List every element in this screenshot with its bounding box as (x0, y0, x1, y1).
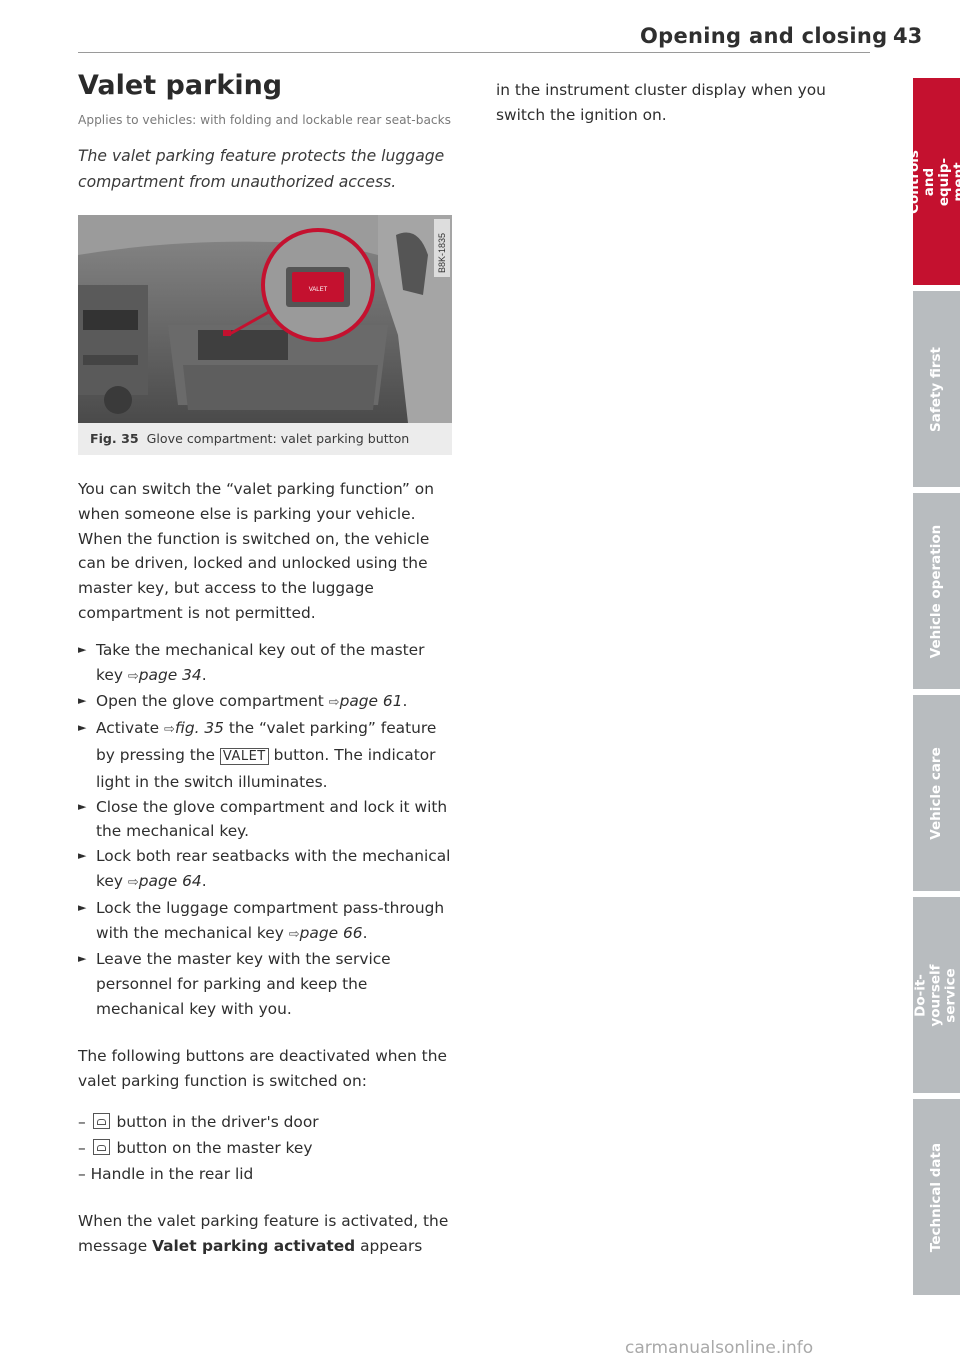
step-item: ► Lock the luggage compartment pass-through with the mechanical key ⇨page 66. (78, 896, 452, 948)
paragraph-1: You can switch the “valet parking function” on when someone else is parking your vehicle. When the function is switched on, the vehicle can be driven, locked and unlocked using the master key, but access to the luggage compartment is not permitted. (78, 480, 434, 622)
page-header-title: Opening and closing (640, 24, 888, 48)
step-bullet-icon: ► (78, 900, 87, 914)
intro-text: The valet parking feature protects the luggage compartment from unauthorized access. (78, 147, 445, 191)
valet-button-label: VALET (308, 287, 328, 293)
trunk-key-icon (93, 1113, 110, 1129)
applies-to-note: Applies to vehicles: with folding and lockable rear seat-backs (78, 113, 452, 127)
step-item: ► Leave the master key with the service personnel for parking and keep the mechanical key with you. (78, 947, 452, 1021)
header-divider (78, 52, 870, 53)
paragraph-2: The following buttons are deactivated when the valet parking function is switched on: (78, 1046, 447, 1090)
figure-reference-link[interactable]: ⇨fig. 35 (163, 719, 224, 738)
figure-caption-text: Glove compartment: valet parking button (146, 431, 410, 446)
paragraph-3: When the valet parking feature is activated, the message Valet parking activated appears (78, 1212, 449, 1256)
glove-compartment-figure (78, 215, 452, 423)
list-item: – Handle in the rear lid (78, 1165, 254, 1184)
list-item: – button in the driver's door (78, 1113, 319, 1132)
list-item: – button on the master key (78, 1139, 313, 1158)
reference-arrow-icon: ⇨ (288, 926, 300, 942)
page-reference-link[interactable]: ⇨page 66 (288, 923, 363, 942)
page-reference-link[interactable]: ⇨page 61 (328, 692, 403, 711)
instruction-steps (78, 638, 452, 1022)
trunk-key-icon (93, 1139, 110, 1155)
valet-key-label: VALET (220, 748, 269, 765)
reference-arrow-icon: ⇨ (127, 874, 139, 890)
page-reference-link[interactable]: ⇨page 64 (127, 871, 202, 890)
step-bullet-icon: ► (78, 799, 87, 813)
step-bullet-icon: ► (78, 952, 87, 966)
tab-controls-and-equipment[interactable]: Controls and equip-ment (913, 78, 960, 285)
glove-compartment-illustration (78, 215, 452, 423)
left-column (78, 70, 452, 1259)
step-bullet-icon: ► (78, 849, 87, 863)
step-bullet-icon: ► (78, 694, 87, 708)
page-number: 43 (893, 24, 923, 48)
tab-vehicle-operation[interactable]: Vehicle operation (913, 493, 960, 689)
page-reference-link[interactable]: ⇨page 34 (127, 665, 202, 684)
reference-arrow-icon: ⇨ (127, 668, 139, 684)
step-item: ► Lock both rear seatbacks with the mechanical key ⇨page 64. (78, 844, 452, 896)
watermark: carmanualsonline.info (625, 1338, 814, 1358)
step-bullet-icon: ► (78, 721, 87, 735)
tab-technical-data[interactable]: Technical data (913, 1099, 960, 1295)
right-column-text: in the instrument cluster display when you switch the ignition on. (496, 81, 826, 124)
tab-do-it-yourself-service[interactable]: Do-it-yourself service (913, 897, 960, 1093)
step-item: ► Take the mechanical key out of the master key ⇨page 34. (78, 638, 452, 690)
tab-safety-first[interactable]: Safety first (913, 291, 960, 487)
deactivated-buttons-list (78, 1109, 452, 1187)
message-text: Valet parking activated (152, 1237, 356, 1256)
step-bullet-icon: ► (78, 642, 87, 656)
figure-caption (78, 423, 452, 455)
step-item: ► Close the glove compartment and lock it with the mechanical key. (78, 795, 452, 845)
section-title: Valet parking (78, 70, 283, 101)
tab-vehicle-care[interactable]: Vehicle care (913, 695, 960, 891)
reference-arrow-icon: ⇨ (163, 722, 175, 738)
reference-arrow-icon: ⇨ (328, 695, 340, 711)
figure-caption-label: Fig. 35 (90, 431, 139, 446)
step-item: ► Open the glove compartment ⇨page 61. (78, 689, 452, 716)
figure-code: B8K-1835 (437, 232, 447, 273)
step-item: ► Activate ⇨fig. 35 the “valet parking” feature by pressing the VALET button. The indicator light in the switch illuminates. (78, 716, 452, 794)
